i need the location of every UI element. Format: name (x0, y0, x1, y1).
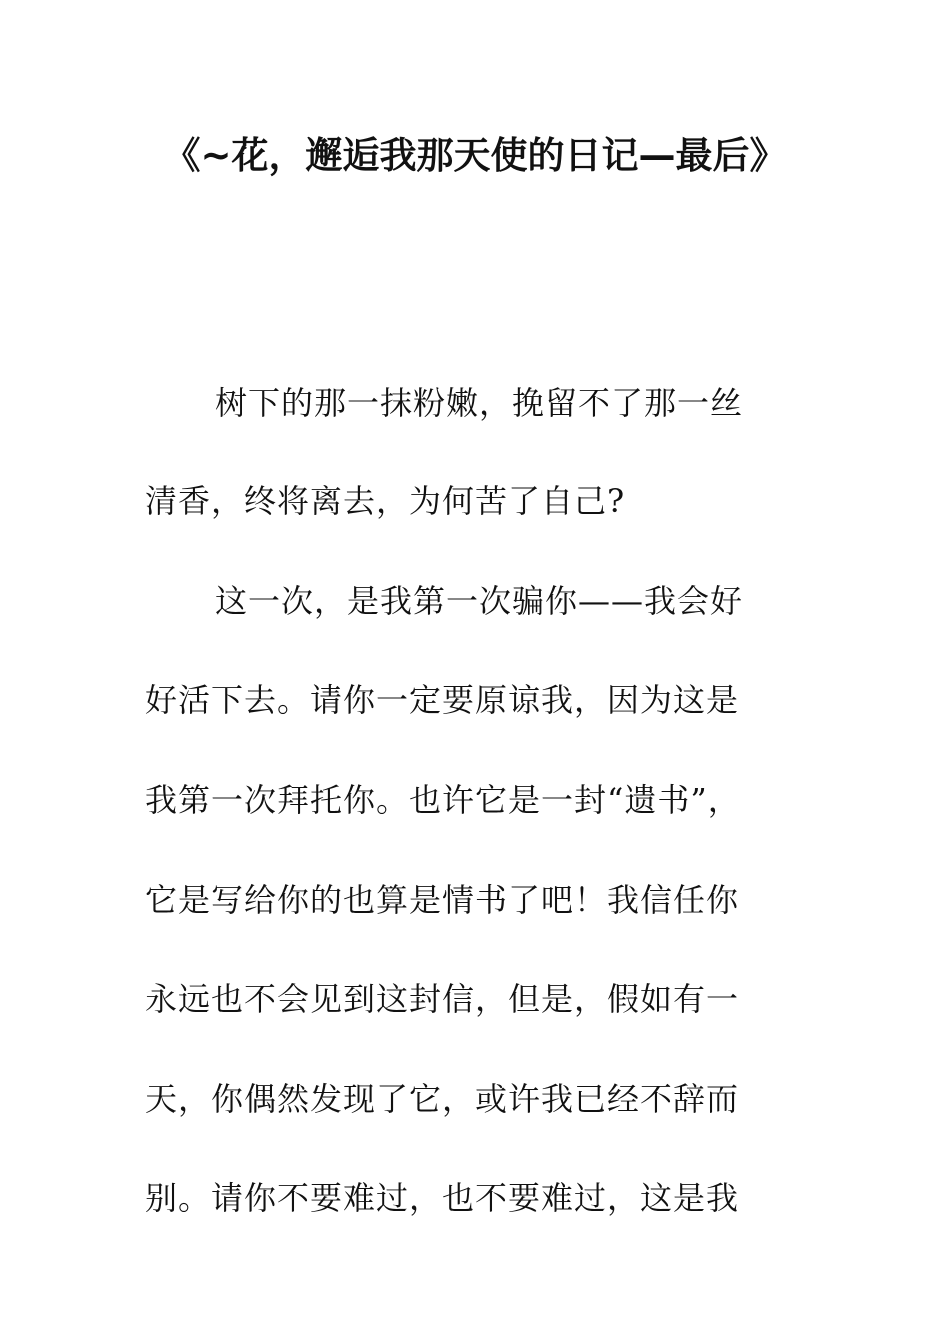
paragraph-line-4: 好活下去。请你一定要原谅我，因为这是 (145, 681, 740, 719)
paragraph-line-5: 我第一次拜托你。也许它是一封“遗书”， (145, 781, 741, 819)
paragraph-line-2: 清香，终将离去，为何苦了自己? (145, 482, 626, 520)
paragraph-line-1: 树下的那一抹粉嫩，挽留不了那一丝 (215, 384, 744, 422)
paragraph-line-3: 这一次，是我第一次骗你——我会好 (215, 582, 744, 620)
paragraph-line-6: 它是写给你的也算是情书了吧！我信任你 (145, 881, 740, 919)
paragraph-line-8: 天，你偶然发现了它，或许我已经不辞而 (145, 1080, 740, 1118)
paragraph-line-9: 别。请你不要难过，也不要难过，这是我 (145, 1179, 740, 1217)
document-title: 《~花，邂逅我那天使的日记—最后》 (163, 134, 787, 177)
paragraph-line-7: 永远也不会见到这封信，但是，假如有一 (145, 980, 740, 1018)
